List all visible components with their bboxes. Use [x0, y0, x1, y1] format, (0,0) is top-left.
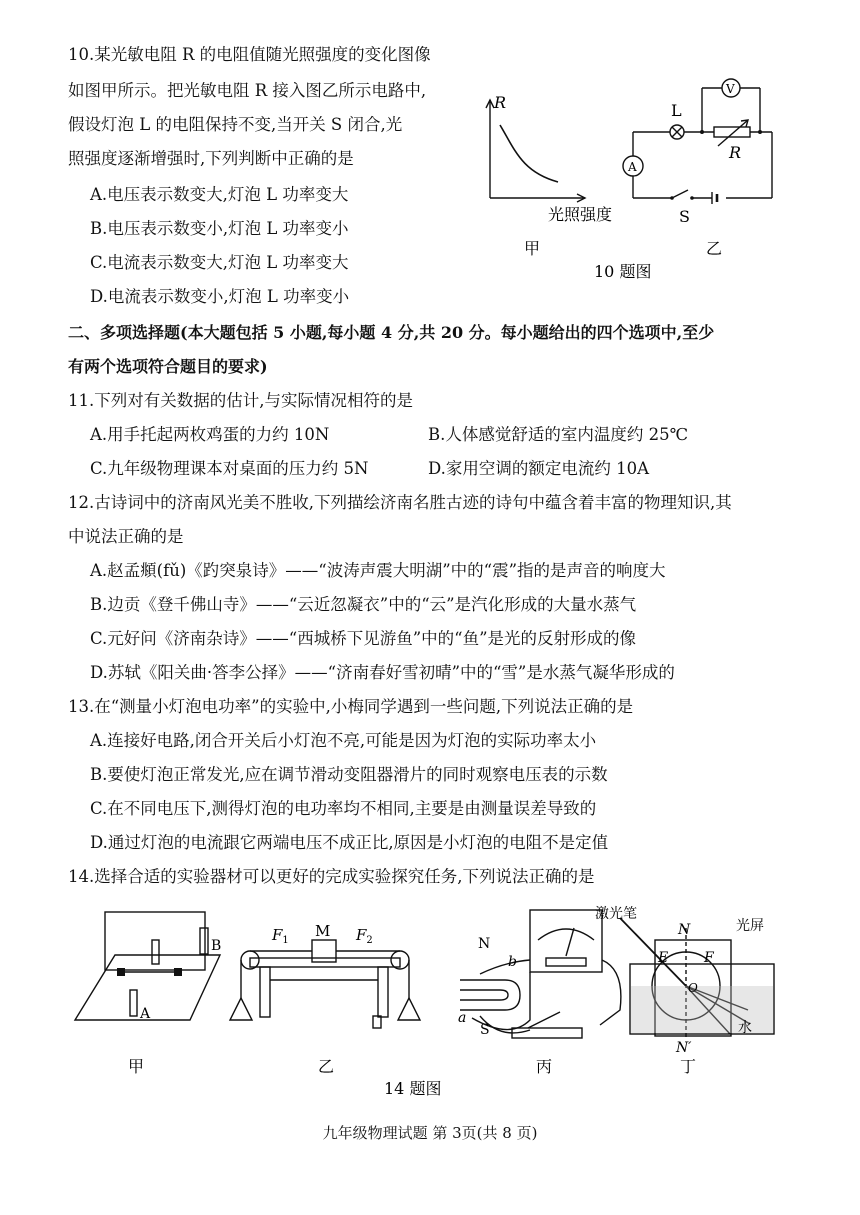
- q10-graph-ylabel: R: [494, 93, 507, 112]
- q10-graph-caption: 甲: [524, 239, 541, 258]
- q14-jia-label-a: A: [140, 1006, 151, 1022]
- q10-figure-caption: 10 题图: [594, 262, 652, 281]
- q12-option-b: B.边贡《登千佛山寺》——“云近忽凝衣”中的“云”是汽化形成的大量水蒸气: [90, 595, 637, 614]
- q14-yi-label-f2: [355, 926, 373, 946]
- q14-caption-yi: 乙: [318, 1057, 335, 1076]
- q10-stem-line-2: 如图甲所示。把光敏电阻 R 接入图乙所示电路中,: [68, 81, 427, 100]
- q14-ding-label-e: E: [658, 950, 669, 966]
- q12-option-c: C.元好问《济南杂诗》——“西城桥下见游鱼”中的“鱼”是光的反射形成的像: [90, 629, 637, 648]
- q10-ammeter-label: A: [628, 160, 637, 174]
- q10-switch-label: S: [679, 207, 690, 226]
- q10-figure: [470, 70, 790, 285]
- q10-resistor-label: R: [729, 143, 742, 162]
- q10-stem-line-3: 假设灯泡 L 的电阻保持不变,当开关 S 闭合,光: [68, 115, 403, 134]
- q12-stem-line-2: 中说法正确的是: [68, 527, 184, 546]
- q10-option-c: C.电流表示数变大,灯泡 L 功率变大: [90, 253, 349, 272]
- q14-ding-label-laser: 激光笔: [595, 906, 637, 922]
- q14-bing-label-s: S: [480, 1022, 490, 1038]
- q11-option-d: D.家用空调的额定电流约 10A: [428, 459, 650, 478]
- q14-yi-label-f2-main: F: [356, 926, 367, 944]
- q10-option-a: A.电压表示数变大,灯泡 L 功率变大: [90, 185, 349, 204]
- q13-stem: 13.在“测量小灯泡电功率”的实验中,小梅同学遇到一些问题,下列说法正确的是: [68, 697, 634, 716]
- q14-yi-label-f1: [271, 926, 289, 946]
- q10-graph: [486, 100, 585, 202]
- q14-bing-label-a: a: [458, 1010, 467, 1026]
- q10-graph-xlabel: 光照强度: [548, 205, 613, 224]
- q10-voltmeter-label: V: [726, 82, 735, 96]
- q14-caption-bing: 丙: [536, 1057, 553, 1076]
- q13-option-c: C.在不同电压下,测得灯泡的电功率均不相同,主要是由测量误差导致的: [90, 799, 597, 818]
- q13-option-d: D.通过灯泡的电流跟它两端电压不成正比,原因是小灯泡的电阻不是定值: [90, 833, 609, 852]
- q10-option-d: D.电流表示数变小,灯泡 L 功率变小: [90, 287, 350, 306]
- q14-figure: [60, 900, 800, 1110]
- q11-option-c: C.九年级物理课本对桌面的压力约 5N: [90, 459, 369, 478]
- q10-stem-line-1: 10.某光敏电阻 R 的电阻值随光照强度的变化图像: [68, 45, 431, 64]
- page-footer: 九年级物理试题 第 3页(共 8 页): [322, 1124, 538, 1142]
- q14-ding-label-n-prime: N′: [676, 1040, 692, 1056]
- section2-heading-line-1: 二、多项选择题(本大题包括 5 小题,每小题 4 分,共 20 分。每小题给出的四个选项中,至少: [68, 323, 715, 342]
- q14-ding-label-screen: 光屏: [736, 918, 764, 934]
- section2-heading-line-2: 有两个选项符合题目的要求): [68, 357, 268, 376]
- q14-figure-caption: 14 题图: [384, 1079, 442, 1098]
- q10-lamp-label: L: [671, 101, 682, 120]
- q13-option-a: A.连接好电路,闭合开关后小灯泡不亮,可能是因为灯泡的实际功率太小: [90, 731, 597, 750]
- q14-ding-label-n: N: [678, 922, 691, 938]
- q14-yi-label-f2-sub: 2: [366, 935, 373, 946]
- q14-jia-label-b: B: [211, 938, 222, 954]
- q14-fig-bing: [460, 910, 621, 1038]
- q14-caption-ding: 丁: [680, 1057, 697, 1076]
- q14-stem: 14.选择合适的实验器材可以更好的完成实验探究任务,下列说法正确的是: [68, 867, 595, 886]
- q14-bing-label-b: b: [508, 954, 517, 970]
- q10-circuit-caption: 乙: [706, 239, 723, 258]
- q14-fig-yi: [230, 940, 420, 1028]
- q14-ding-label-water: 水: [738, 1020, 752, 1036]
- q11-option-b: B.人体感觉舒适的室内温度约 25℃: [428, 425, 689, 444]
- q12-option-a: A.赵孟頫(fǔ)《趵突泉诗》——“波涛声震大明湖”中的“震”指的是声音的响度大: [90, 561, 666, 580]
- q12-option-d: D.苏轼《阳关曲·答李公择》——“济南春好雪初晴”中的“雪”是水蒸气凝华形成的: [90, 663, 675, 682]
- q14-ding-label-f: F: [704, 950, 714, 966]
- q14-bing-label-n: N: [478, 936, 491, 952]
- q13-option-b: B.要使灯泡正常发光,应在调节滑动变阻器滑片的同时观察电压表的示数: [90, 765, 608, 784]
- q14-fig-jia: [75, 912, 220, 1020]
- q11-option-a: A.用手托起两枚鸡蛋的力约 10N: [90, 425, 330, 444]
- q12-stem-line-1: 12.古诗词中的济南风光美不胜收,下列描绘济南名胜古迹的诗句中蕴含着丰富的物理知识,其: [68, 493, 732, 512]
- q10-circuit: [623, 79, 772, 204]
- q14-yi-label-m: M: [315, 922, 331, 940]
- q14-caption-jia: 甲: [128, 1057, 145, 1076]
- q14-yi-label-f1-main: F: [272, 926, 283, 944]
- q11-stem: 11.下列对有关数据的估计,与实际情况相符的是: [68, 391, 413, 410]
- q14-ding-label-o: O: [688, 981, 698, 995]
- q14-yi-label-f1-sub: 1: [282, 935, 289, 946]
- q10-option-b: B.电压表示数变小,灯泡 L 功率变小: [90, 219, 349, 238]
- q10-stem-line-4: 照强度逐渐增强时,下列判断中正确的是: [68, 149, 354, 168]
